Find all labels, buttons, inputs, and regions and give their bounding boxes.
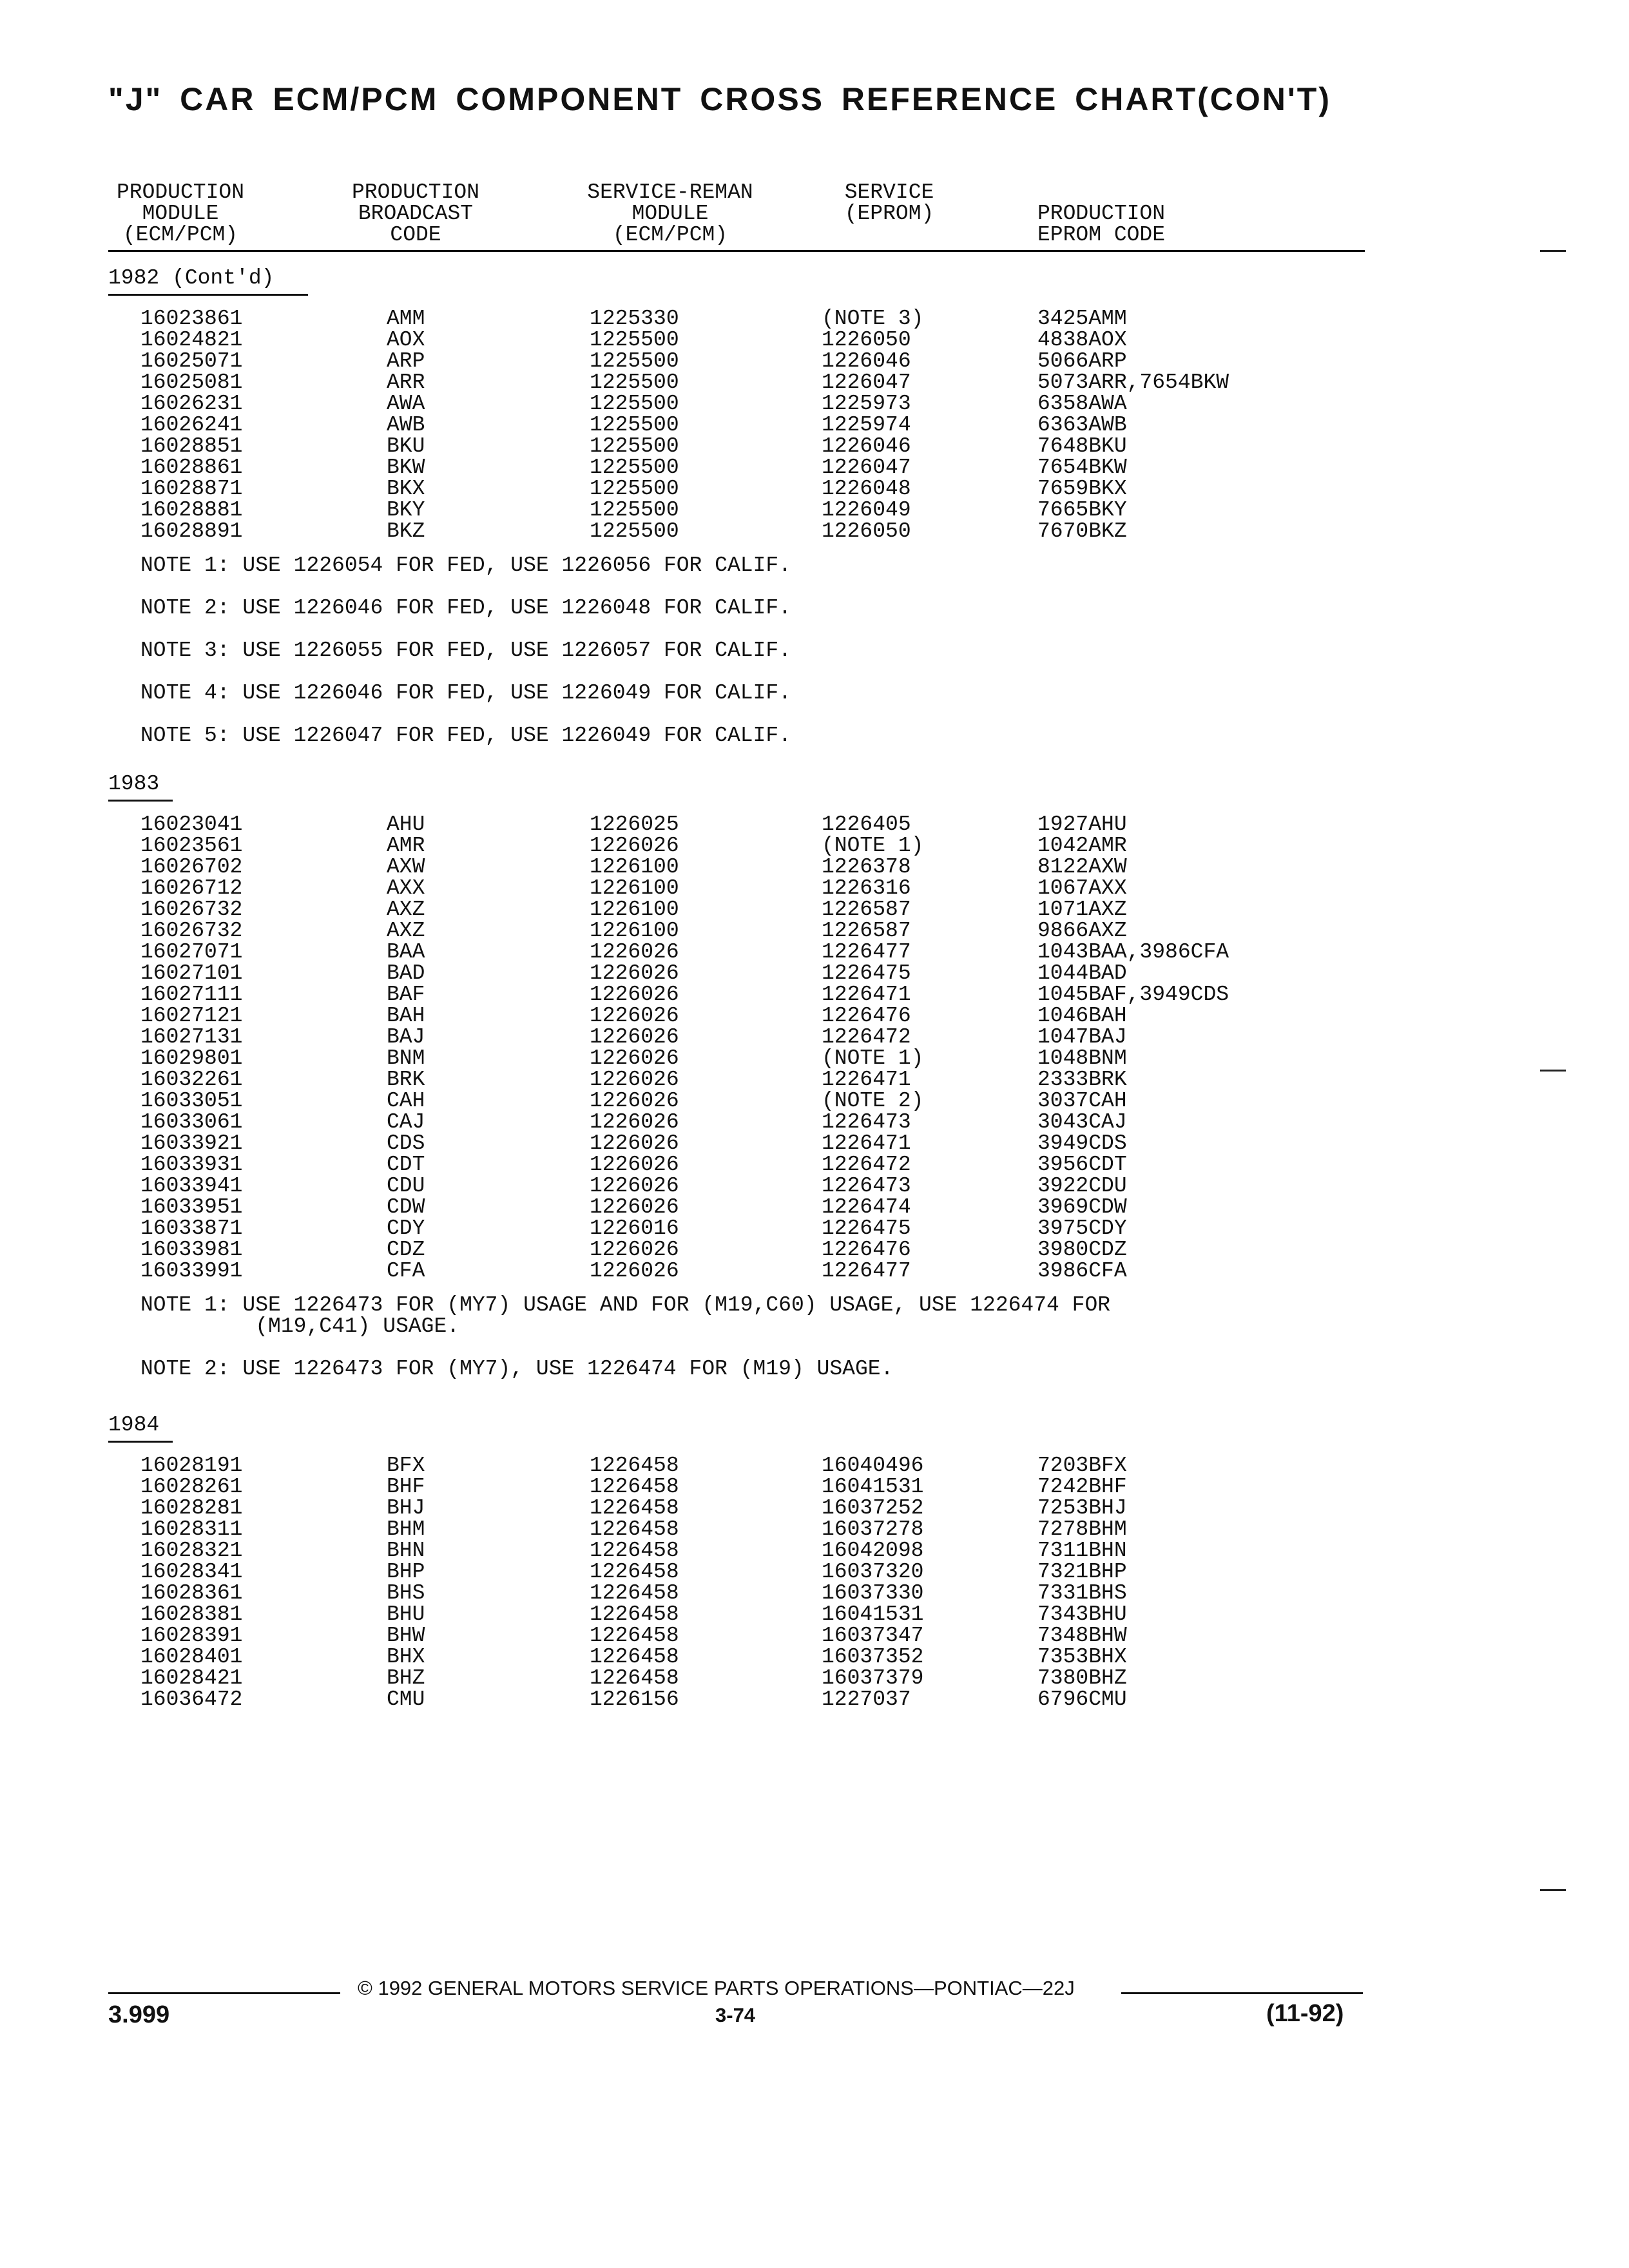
- cell-production-eprom-code: 3425AMM: [1037, 307, 1127, 331]
- cell-broadcast-code: BAH: [387, 1004, 425, 1028]
- note: NOTE 5: USE 1226047 FOR FED, USE 1226049 FOR CALIF.: [140, 724, 791, 747]
- cell-service-reman-module: 1226026: [590, 1110, 679, 1134]
- cell-production-eprom-code: 2333BRK: [1037, 1068, 1127, 1091]
- cell-production-module: 16026702: [140, 855, 243, 879]
- note: NOTE 2: USE 1226046 FOR FED, USE 1226048 FOR CALIF.: [140, 596, 791, 620]
- cell-service-eprom: 16037320: [822, 1560, 924, 1584]
- cell-service-reman-module: 1226026: [590, 1238, 679, 1262]
- cell-service-reman-module: 1226458: [590, 1624, 679, 1648]
- cell-production-module: 16026231: [140, 392, 243, 416]
- cell-broadcast-code: BHP: [387, 1560, 425, 1584]
- cell-service-reman-module: 1226100: [590, 876, 679, 900]
- cell-production-eprom-code: 3949CDS: [1037, 1131, 1127, 1155]
- cell-service-eprom: 1226472: [822, 1025, 911, 1049]
- cell-service-reman-module: 1225500: [590, 477, 679, 501]
- cell-production-eprom-code: 1067AXX: [1037, 876, 1127, 900]
- cell-production-eprom-code: 7253BHJ: [1037, 1496, 1127, 1520]
- column-header-production-eprom-code: PRODUCTION EPROM CODE: [1037, 202, 1166, 247]
- cell-service-eprom: (NOTE 3): [822, 307, 924, 331]
- cell-service-eprom: 1226477: [822, 1259, 911, 1283]
- cell-service-eprom: (NOTE 1): [822, 834, 924, 858]
- cell-broadcast-code: AWA: [387, 392, 425, 416]
- cell-production-eprom-code: 7665BKY: [1037, 498, 1127, 522]
- cell-broadcast-code: BKY: [387, 498, 425, 522]
- cell-broadcast-code: BAA: [387, 940, 425, 964]
- cell-production-eprom-code: 7321BHP: [1037, 1560, 1127, 1584]
- cell-broadcast-code: AWB: [387, 413, 425, 437]
- cell-broadcast-code: CDU: [387, 1174, 425, 1198]
- cell-production-eprom-code: 3986CFA: [1037, 1259, 1127, 1283]
- cell-service-reman-module: 1226458: [590, 1602, 679, 1626]
- cell-production-module: 16033951: [140, 1195, 243, 1219]
- column-header-production-module: PRODUCTION MODULE (ECM/PCM): [116, 180, 245, 247]
- cell-service-eprom: (NOTE 2): [822, 1089, 924, 1113]
- cell-service-reman-module: 1226458: [590, 1581, 679, 1605]
- cell-service-eprom: 1226046: [822, 434, 911, 458]
- cell-service-eprom: 1225973: [822, 392, 911, 416]
- footer-section-number: 3.999: [108, 2001, 170, 2028]
- cell-service-eprom: 1226477: [822, 940, 911, 964]
- cell-production-eprom-code: 7654BKW: [1037, 456, 1127, 479]
- cell-service-reman-module: 1226100: [590, 855, 679, 879]
- cell-production-eprom-code: 3980CDZ: [1037, 1238, 1127, 1262]
- cell-broadcast-code: AOX: [387, 328, 425, 352]
- cell-production-module: 16023861: [140, 307, 243, 331]
- cell-service-eprom: 1226475: [822, 961, 911, 985]
- cell-production-module: 16028261: [140, 1475, 243, 1499]
- footer-copyright: © 1992 GENERAL MOTORS SERVICE PARTS OPERATIONS—PONTIAC—22J: [358, 1977, 1075, 1999]
- cell-production-eprom-code: 5073ARR,7654BKW: [1037, 370, 1229, 394]
- cell-broadcast-code: BHS: [387, 1581, 425, 1605]
- cell-service-eprom: 1225974: [822, 413, 911, 437]
- section-underline: [108, 294, 308, 296]
- cell-broadcast-code: AXZ: [387, 898, 425, 921]
- cell-production-module: 16033941: [140, 1174, 243, 1198]
- cell-broadcast-code: BHN: [387, 1539, 425, 1562]
- cell-service-eprom: 1226587: [822, 898, 911, 921]
- cell-service-reman-module: 1226026: [590, 940, 679, 964]
- cell-service-eprom: 1226378: [822, 855, 911, 879]
- cell-service-reman-module: 1226026: [590, 1046, 679, 1070]
- cell-service-reman-module: 1226458: [590, 1454, 679, 1477]
- cell-service-reman-module: 1225500: [590, 456, 679, 479]
- cell-broadcast-code: BAF: [387, 983, 425, 1006]
- cell-service-reman-module: 1226025: [590, 812, 679, 836]
- cell-broadcast-code: BKU: [387, 434, 425, 458]
- cell-service-reman-module: 1226026: [590, 1025, 679, 1049]
- cell-production-module: 16026732: [140, 919, 243, 943]
- cell-service-reman-module: 1225500: [590, 328, 679, 352]
- cell-production-eprom-code: 7670BKZ: [1037, 519, 1127, 543]
- cell-service-eprom: 1226587: [822, 919, 911, 943]
- cell-production-module: 16028851: [140, 434, 243, 458]
- footer-rule-right: [1121, 1992, 1363, 1994]
- cell-broadcast-code: BKZ: [387, 519, 425, 543]
- cell-service-eprom: 16041531: [822, 1475, 924, 1499]
- cell-broadcast-code: AMM: [387, 307, 425, 331]
- cell-service-reman-module: 1226026: [590, 1195, 679, 1219]
- cell-production-eprom-code: 3969CDW: [1037, 1195, 1127, 1219]
- cell-production-eprom-code: 9866AXZ: [1037, 919, 1127, 943]
- cell-production-module: 16028281: [140, 1496, 243, 1520]
- cell-production-module: 16033931: [140, 1153, 243, 1177]
- cell-broadcast-code: BAJ: [387, 1025, 425, 1049]
- cell-production-module: 16028871: [140, 477, 243, 501]
- cell-service-reman-module: 1226458: [590, 1560, 679, 1584]
- cell-production-module: 16033061: [140, 1110, 243, 1134]
- cell-service-eprom: 1226049: [822, 498, 911, 522]
- cell-production-eprom-code: 3043CAJ: [1037, 1110, 1127, 1134]
- cell-service-eprom: 1226405: [822, 812, 911, 836]
- cell-broadcast-code: CAH: [387, 1089, 425, 1113]
- header-rule: [108, 250, 1365, 252]
- cell-production-module: 16026241: [140, 413, 243, 437]
- note: NOTE 4: USE 1226046 FOR FED, USE 1226049 FOR CALIF.: [140, 681, 791, 705]
- cell-service-reman-module: 1226026: [590, 1004, 679, 1028]
- cell-production-module: 16024821: [140, 328, 243, 352]
- cell-production-eprom-code: 1071AXZ: [1037, 898, 1127, 921]
- cell-service-reman-module: 1226100: [590, 898, 679, 921]
- cell-production-eprom-code: 7203BFX: [1037, 1454, 1127, 1477]
- cell-broadcast-code: CAJ: [387, 1110, 425, 1134]
- cell-service-eprom: 1226471: [822, 1068, 911, 1091]
- cell-service-reman-module: 1226458: [590, 1666, 679, 1690]
- cell-broadcast-code: AXZ: [387, 919, 425, 943]
- cell-broadcast-code: BRK: [387, 1068, 425, 1091]
- cell-service-reman-module: 1225500: [590, 349, 679, 373]
- cell-broadcast-code: CMU: [387, 1687, 425, 1711]
- cell-service-reman-module: 1226458: [590, 1517, 679, 1541]
- cell-service-eprom: 16037379: [822, 1666, 924, 1690]
- cell-service-eprom: 1226476: [822, 1238, 911, 1262]
- cell-service-reman-module: 1225500: [590, 413, 679, 437]
- cell-production-eprom-code: 1043BAA,3986CFA: [1037, 940, 1229, 964]
- page-title: "J" CAR ECM/PCM COMPONENT CROSS REFERENCE CHART(CON'T): [108, 81, 1332, 117]
- cell-production-eprom-code: 3037CAH: [1037, 1089, 1127, 1113]
- cell-service-reman-module: 1226016: [590, 1216, 679, 1240]
- cell-production-module: 16033991: [140, 1259, 243, 1283]
- cell-production-eprom-code: 1048BNM: [1037, 1046, 1127, 1070]
- cell-service-eprom: 1226472: [822, 1153, 911, 1177]
- footer-date-code: (11-92): [1266, 2000, 1344, 2027]
- column-header-service-reman-module: SERVICE-REMAN MODULE (ECM/PCM): [587, 180, 753, 247]
- cell-broadcast-code: BHM: [387, 1517, 425, 1541]
- cell-production-module: 16028401: [140, 1645, 243, 1669]
- cell-service-reman-module: 1225500: [590, 519, 679, 543]
- cell-service-reman-module: 1226026: [590, 834, 679, 858]
- cell-broadcast-code: ARP: [387, 349, 425, 373]
- cell-service-reman-module: 1226458: [590, 1539, 679, 1562]
- cell-service-reman-module: 1226458: [590, 1645, 679, 1669]
- cell-service-eprom: 16037278: [822, 1517, 924, 1541]
- cell-production-eprom-code: 1045BAF,3949CDS: [1037, 983, 1229, 1006]
- cell-production-module: 16027071: [140, 940, 243, 964]
- cell-production-module: 16028881: [140, 498, 243, 522]
- cell-production-module: 16028341: [140, 1560, 243, 1584]
- section-underline: [108, 1441, 173, 1443]
- section-label: 1982 (Cont'd): [108, 266, 275, 290]
- cell-production-eprom-code: 1042AMR: [1037, 834, 1127, 858]
- cell-production-eprom-code: 8122AXW: [1037, 855, 1127, 879]
- cell-production-eprom-code: 5066ARP: [1037, 349, 1127, 373]
- cell-broadcast-code: BHW: [387, 1624, 425, 1648]
- cell-broadcast-code: BHF: [387, 1475, 425, 1499]
- cell-service-eprom: 1226471: [822, 1131, 911, 1155]
- cell-production-eprom-code: 6796CMU: [1037, 1687, 1127, 1711]
- cell-service-eprom: 1226473: [822, 1110, 911, 1134]
- cell-broadcast-code: BKX: [387, 477, 425, 501]
- cell-production-eprom-code: 7331BHS: [1037, 1581, 1127, 1605]
- cell-service-reman-module: 1226026: [590, 1174, 679, 1198]
- column-header-broadcast-code: PRODUCTION BROADCAST CODE: [351, 180, 480, 247]
- cell-production-module: 16028361: [140, 1581, 243, 1605]
- cell-production-module: 16028381: [140, 1602, 243, 1626]
- cell-service-eprom: 16040496: [822, 1454, 924, 1477]
- cell-broadcast-code: CDS: [387, 1131, 425, 1155]
- cell-production-eprom-code: 7311BHN: [1037, 1539, 1127, 1562]
- cell-production-eprom-code: 6358AWA: [1037, 392, 1127, 416]
- cell-service-eprom: 1226476: [822, 1004, 911, 1028]
- cell-service-eprom: 1226474: [822, 1195, 911, 1219]
- cell-production-module: 16026712: [140, 876, 243, 900]
- cell-broadcast-code: BFX: [387, 1454, 425, 1477]
- cell-production-module: 16033871: [140, 1216, 243, 1240]
- cell-service-eprom: 1226046: [822, 349, 911, 373]
- cell-broadcast-code: CDY: [387, 1216, 425, 1240]
- section-underline: [108, 800, 173, 802]
- cell-service-eprom: 1226316: [822, 876, 911, 900]
- cell-service-reman-module: 1226026: [590, 1068, 679, 1091]
- cell-broadcast-code: CDZ: [387, 1238, 425, 1262]
- cell-service-reman-module: 1225500: [590, 498, 679, 522]
- cell-broadcast-code: BHX: [387, 1645, 425, 1669]
- cell-production-module: 16028191: [140, 1454, 243, 1477]
- cell-service-eprom: 1226050: [822, 519, 911, 543]
- cell-production-module: 16036472: [140, 1687, 243, 1711]
- cell-production-module: 16026732: [140, 898, 243, 921]
- cell-production-module: 16023041: [140, 812, 243, 836]
- cell-production-eprom-code: 1927AHU: [1037, 812, 1127, 836]
- cell-service-eprom: 16037352: [822, 1645, 924, 1669]
- cell-service-eprom: 1226473: [822, 1174, 911, 1198]
- margin-mark: [1540, 1070, 1566, 1072]
- cell-service-reman-module: 1225500: [590, 370, 679, 394]
- cell-service-eprom: 16037330: [822, 1581, 924, 1605]
- cell-production-eprom-code: 7242BHF: [1037, 1475, 1127, 1499]
- cell-production-module: 16028891: [140, 519, 243, 543]
- cell-production-module: 16025081: [140, 370, 243, 394]
- cell-broadcast-code: CDW: [387, 1195, 425, 1219]
- cell-production-eprom-code: 7380BHZ: [1037, 1666, 1127, 1690]
- cell-service-eprom: 1226047: [822, 370, 911, 394]
- cell-production-module: 16027131: [140, 1025, 243, 1049]
- cell-broadcast-code: BHJ: [387, 1496, 425, 1520]
- cell-broadcast-code: CFA: [387, 1259, 425, 1283]
- cell-service-reman-module: 1225330: [590, 307, 679, 331]
- cell-service-eprom: 1227037: [822, 1687, 911, 1711]
- cell-service-reman-module: 1226458: [590, 1475, 679, 1499]
- note: NOTE 3: USE 1226055 FOR FED, USE 1226057 FOR CALIF.: [140, 639, 791, 662]
- cell-service-reman-module: 1226026: [590, 1131, 679, 1155]
- cell-service-eprom: 16042098: [822, 1539, 924, 1562]
- cell-production-eprom-code: 3956CDT: [1037, 1153, 1127, 1177]
- cell-service-eprom: 16037252: [822, 1496, 924, 1520]
- cell-service-eprom: 1226048: [822, 477, 911, 501]
- cell-service-reman-module: 1226026: [590, 1153, 679, 1177]
- cell-production-module: 16033921: [140, 1131, 243, 1155]
- cell-production-module: 16029801: [140, 1046, 243, 1070]
- cell-production-eprom-code: 7648BKU: [1037, 434, 1127, 458]
- cell-service-eprom: (NOTE 1): [822, 1046, 924, 1070]
- margin-mark: [1540, 250, 1566, 252]
- cell-service-reman-module: 1226100: [590, 919, 679, 943]
- section-label: 1983: [108, 772, 160, 796]
- note: NOTE 2: USE 1226473 FOR (MY7), USE 1226474 FOR (M19) USAGE.: [140, 1357, 894, 1381]
- cell-broadcast-code: BHU: [387, 1602, 425, 1626]
- cell-production-module: 16027121: [140, 1004, 243, 1028]
- cell-service-reman-module: 1226026: [590, 961, 679, 985]
- cell-service-reman-module: 1226026: [590, 1089, 679, 1113]
- cell-broadcast-code: AXW: [387, 855, 425, 879]
- column-header-service-eprom: SERVICE (EPROM): [844, 180, 934, 226]
- cell-broadcast-code: AMR: [387, 834, 425, 858]
- cell-production-eprom-code: 1046BAH: [1037, 1004, 1127, 1028]
- cell-production-module: 16028311: [140, 1517, 243, 1541]
- footer-page-number: 3-74: [715, 2004, 756, 2026]
- cell-production-module: 16023561: [140, 834, 243, 858]
- cell-service-eprom: 1226471: [822, 983, 911, 1006]
- cell-service-eprom: 16037347: [822, 1624, 924, 1648]
- cell-production-eprom-code: 1047BAJ: [1037, 1025, 1127, 1049]
- section-label: 1984: [108, 1413, 160, 1437]
- cell-service-reman-module: 1225500: [590, 392, 679, 416]
- cell-production-module: 16033051: [140, 1089, 243, 1113]
- cell-broadcast-code: BNM: [387, 1046, 425, 1070]
- cell-production-eprom-code: 7348BHW: [1037, 1624, 1127, 1648]
- cell-service-eprom: 16041531: [822, 1602, 924, 1626]
- cell-production-eprom-code: 7343BHU: [1037, 1602, 1127, 1626]
- cell-production-eprom-code: 6363AWB: [1037, 413, 1127, 437]
- cell-service-reman-module: 1226026: [590, 983, 679, 1006]
- cell-service-eprom: 1226047: [822, 456, 911, 479]
- cell-broadcast-code: CDT: [387, 1153, 425, 1177]
- cell-production-module: 16028421: [140, 1666, 243, 1690]
- cell-broadcast-code: AXX: [387, 876, 425, 900]
- cell-broadcast-code: BKW: [387, 456, 425, 479]
- cell-service-eprom: 1226050: [822, 328, 911, 352]
- cell-broadcast-code: AHU: [387, 812, 425, 836]
- note: NOTE 1: USE 1226473 FOR (MY7) USAGE AND FOR (M19,C60) USAGE, USE 1226474 FOR (M19,C41) USAGE.: [140, 1293, 1111, 1338]
- footer-rule-left: [108, 1992, 340, 1994]
- cell-service-reman-module: 1226026: [590, 1259, 679, 1283]
- cell-production-module: 16027111: [140, 983, 243, 1006]
- cell-production-module: 16028861: [140, 456, 243, 479]
- cell-production-eprom-code: 7659BKX: [1037, 477, 1127, 501]
- cell-service-reman-module: 1225500: [590, 434, 679, 458]
- cell-service-eprom: 1226475: [822, 1216, 911, 1240]
- margin-mark: [1540, 1889, 1566, 1891]
- cell-production-module: 16025071: [140, 349, 243, 373]
- cell-broadcast-code: BHZ: [387, 1666, 425, 1690]
- cell-production-module: 16028391: [140, 1624, 243, 1648]
- cell-service-reman-module: 1226458: [590, 1496, 679, 1520]
- cell-production-module: 16028321: [140, 1539, 243, 1562]
- cell-production-eprom-code: 3922CDU: [1037, 1174, 1127, 1198]
- note: NOTE 1: USE 1226054 FOR FED, USE 1226056 FOR CALIF.: [140, 553, 791, 577]
- cell-production-eprom-code: 1044BAD: [1037, 961, 1127, 985]
- cell-production-module: 16027101: [140, 961, 243, 985]
- cell-broadcast-code: BAD: [387, 961, 425, 985]
- cell-production-eprom-code: 4838AOX: [1037, 328, 1127, 352]
- cell-production-eprom-code: 7278BHM: [1037, 1517, 1127, 1541]
- cell-production-eprom-code: 7353BHX: [1037, 1645, 1127, 1669]
- cell-production-module: 16032261: [140, 1068, 243, 1091]
- cell-production-module: 16033981: [140, 1238, 243, 1262]
- cell-production-eprom-code: 3975CDY: [1037, 1216, 1127, 1240]
- cell-broadcast-code: ARR: [387, 370, 425, 394]
- cell-service-reman-module: 1226156: [590, 1687, 679, 1711]
